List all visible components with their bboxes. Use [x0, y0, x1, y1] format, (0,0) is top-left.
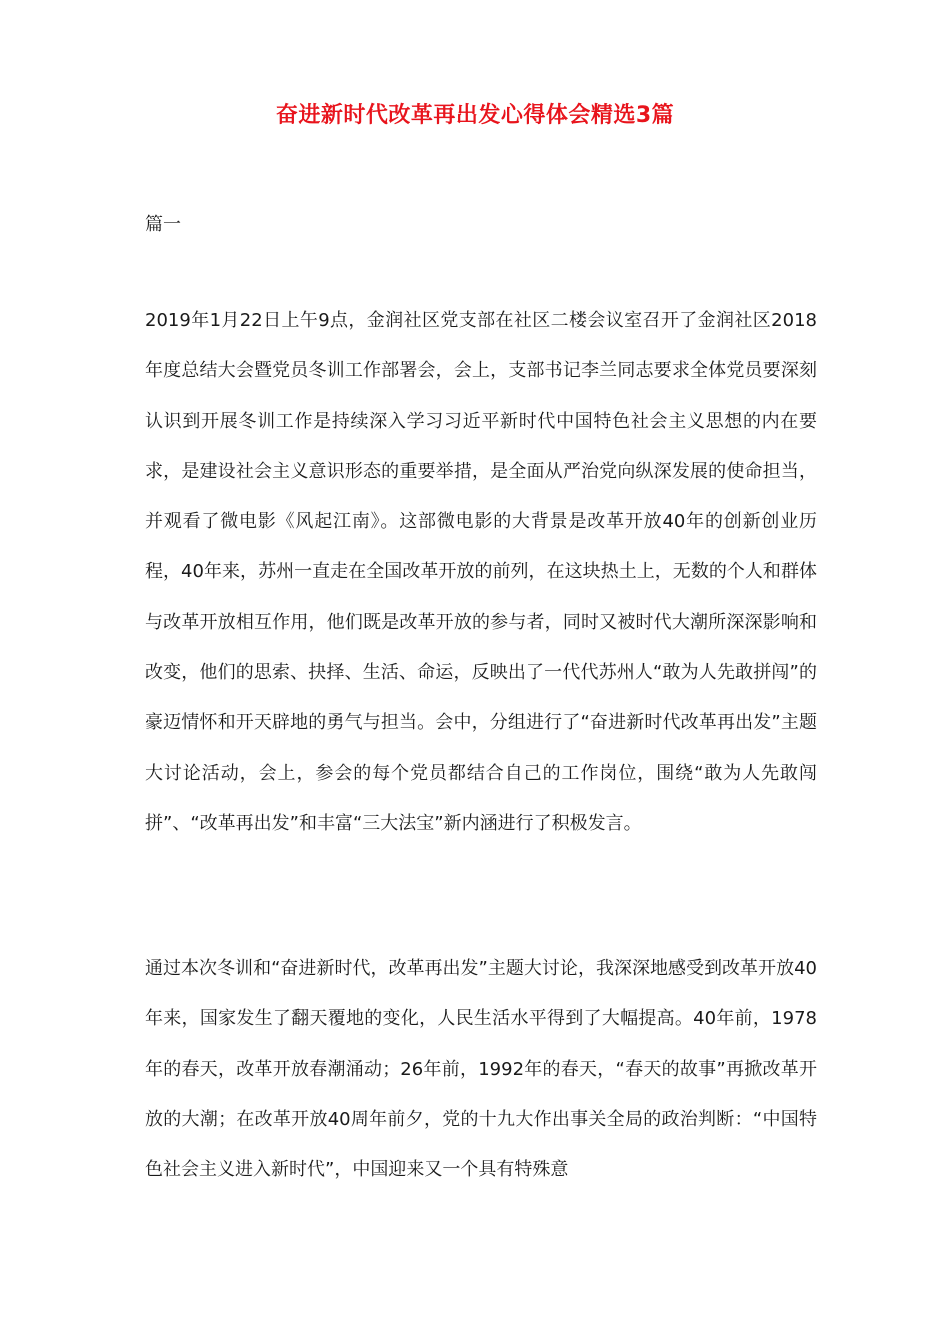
paragraph-2: 通过本次冬训和“奋进新时代，改革再出发”主题大讨论，我深深地感受到改革开放40年来，国家发生了翻天覆地的变化，人民生活水平得到了大幅提高。40年前，1978年的春天，改革开放春潮涌动；26年前，1992年的春天，“春天的故事”再掀改革开放的大潮；在改革开放40周年前夕，党的十九大作出事关全局的政治判断：“中国特色社会主义进入新时代”，中国迎来又一个具有特殊意	[145, 958, 817, 1181]
paragraph-1: 2019年1月22日上午9点，金润社区党支部在社区二楼会议室召开了金润社区2018年度总结大会暨党员冬训工作部署会，会上，支部书记李兰同志要求全体党员要深刻认识到开展冬训工作是持续深入学习习近平新时代中国特色社会主义思想的内在要求，是建设社会主义意识形态的重要举措，是全面从严治党向纵深发展的使命担当，并观看了微电影《风起江南》。这部微电影的大背景是改革开放40年的创新创业历程，40年来，苏州一直走在全国改革开放的前列，在这块热土上，无数的个人和群体与改革开放相互作用，他们既是改革开放的参与者，同时又被时代大潮所深深影响和改变，他们的思索、抉择、生活、命运，反映出了一代代苏州人“敢为人先敢拼闯”的豪迈情怀和开天辟地的勇气与担当。会中，分组进行了“奋进新时代改革再出发”主题大讨论活动，会上，参会的每个党员都结合自己的工作岗位，围绕“敢为人先敢闯拼”、“改革再出发”和丰富“三大法宝”新内涵进行了积极发言。	[145, 310, 817, 834]
document-title: 奋进新时代改革再出发心得体会精选3篇	[275, 103, 675, 128]
section-heading: 篇一	[145, 214, 181, 235]
